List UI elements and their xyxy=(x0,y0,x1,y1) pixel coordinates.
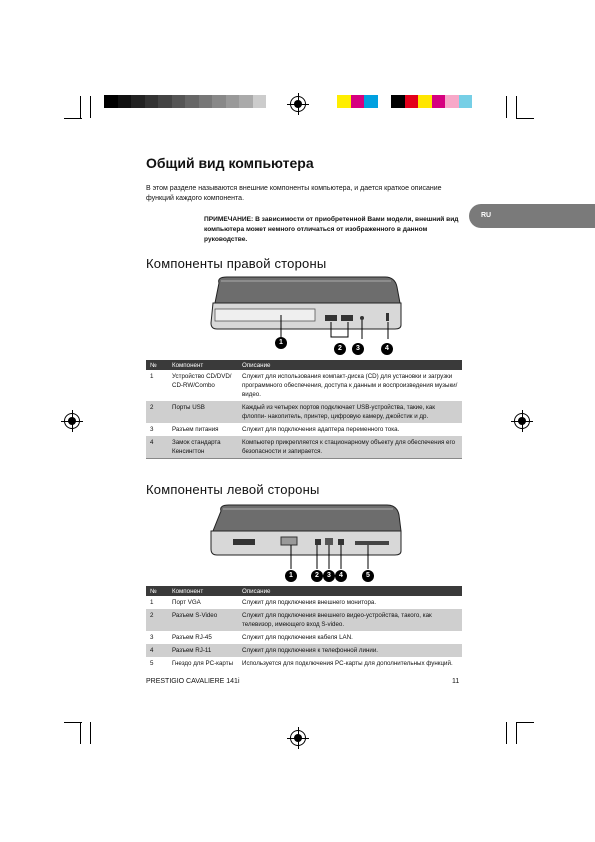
callout-4: 4 xyxy=(381,343,393,355)
right-components-table xyxy=(146,360,462,459)
col-header-description: Описание xyxy=(238,586,462,596)
crop-mark xyxy=(506,722,507,744)
gray-swatch xyxy=(226,95,240,108)
table-row xyxy=(146,436,462,459)
row-component: Замок стандарта Кенсингтон xyxy=(168,436,238,459)
color-swatch xyxy=(445,95,459,108)
crop-mark xyxy=(516,96,517,118)
color-swatch xyxy=(432,95,446,108)
row-description: Служит для использования компакт-диска (CD) для установки и загрузки программного обеспечения, доступа к данным и воспроизведения музыки/видео. xyxy=(242,373,458,398)
gray-swatch xyxy=(185,95,199,108)
gray-swatch xyxy=(266,95,280,108)
row-number: 4 xyxy=(146,644,168,657)
row-component: Разъем RJ-45 xyxy=(172,634,212,641)
registration-mark-icon xyxy=(290,730,306,746)
row-component: Разъем питания xyxy=(172,426,219,433)
registration-mark-icon xyxy=(64,413,80,429)
crop-mark xyxy=(80,722,81,744)
crop-mark xyxy=(506,96,507,118)
row-component: Гнездо для PC-карты xyxy=(172,660,234,667)
crop-mark xyxy=(90,722,91,744)
crop-mark xyxy=(64,118,82,119)
col-header-description: Описание xyxy=(238,360,462,370)
intro-paragraph: В этом разделе называются внешние компоненты компьютера, и дается краткое описание функций каждого компонента. xyxy=(146,185,442,202)
callout-3: 3 xyxy=(323,570,335,582)
row-number: 1 xyxy=(150,373,154,380)
table-row xyxy=(146,370,462,401)
col-header-number: № xyxy=(146,586,168,596)
table-row xyxy=(146,644,462,657)
page-title: Общий вид компьютера xyxy=(146,155,314,171)
table-row xyxy=(146,401,462,423)
crop-mark xyxy=(516,118,534,119)
row-number: 5 xyxy=(150,660,154,667)
gray-swatch xyxy=(104,95,118,108)
callout-3: 3 xyxy=(352,343,364,355)
crop-mark xyxy=(80,96,81,118)
grayscale-calibration-bar xyxy=(104,95,280,108)
col-header-component: Компонент xyxy=(168,586,238,596)
row-description: Служит для подключения внешнего видео-устройства, такого, как телевизор, имеющего вход S-video. xyxy=(238,609,462,631)
note-paragraph: ПРИМЕЧАНИЕ: В зависимости от приобретенной Вами модели, внешний вид компьютера может немного отличаться от изображенного в данном руководстве. xyxy=(204,216,459,243)
color-swatch xyxy=(337,95,351,108)
callout-4: 4 xyxy=(335,570,347,582)
col-header-number: № xyxy=(146,360,168,370)
color-swatch xyxy=(391,95,405,108)
left-side-heading: Компоненты левой стороны xyxy=(146,482,320,497)
laptop-left-side-illustration xyxy=(205,503,405,583)
color-swatch xyxy=(351,95,365,108)
callout-5: 5 xyxy=(362,570,374,582)
row-description: Каждый из четырех портов подключает USB-устройства, такие, как флоппи- накопитель, принтер, цифровую камеру, джойстик и др. xyxy=(238,401,462,423)
row-component: Разъем S-Video xyxy=(168,609,238,631)
gray-swatch xyxy=(172,95,186,108)
callout-2: 2 xyxy=(311,570,323,582)
crop-mark xyxy=(90,96,91,118)
gray-swatch xyxy=(199,95,213,108)
gray-swatch xyxy=(239,95,253,108)
color-calibration-bar xyxy=(337,95,486,108)
col-header-component: Компонент xyxy=(168,360,238,370)
page-number: 11 xyxy=(452,678,460,685)
row-number: 4 xyxy=(146,436,168,459)
gray-swatch xyxy=(131,95,145,108)
callout-1: 1 xyxy=(285,570,297,582)
color-swatch xyxy=(459,95,473,108)
right-side-heading: Компоненты правой стороны xyxy=(146,256,327,271)
gray-swatch xyxy=(158,95,172,108)
color-swatch xyxy=(418,95,432,108)
callout-2: 2 xyxy=(334,343,346,355)
table-header-row xyxy=(146,586,462,596)
row-description: Служит для подключения кабеля LAN. xyxy=(242,634,353,641)
table-row xyxy=(146,609,462,631)
row-description: Служит для подключения к телефонной линии. xyxy=(238,644,462,657)
row-number: 2 xyxy=(146,609,168,631)
gray-swatch xyxy=(212,95,226,108)
row-component: Порт VGA xyxy=(172,599,201,606)
table-row xyxy=(146,657,462,670)
laptop-right-side-illustration xyxy=(205,275,405,359)
row-component: Устройство CD/DVD/ CD-RW/Combo xyxy=(172,373,232,389)
row-number: 3 xyxy=(150,426,154,433)
color-swatch xyxy=(405,95,419,108)
row-description: Компьютер прикрепляется к стационарному объекту для обеспечения его безопасности и запирается. xyxy=(238,436,462,459)
color-swatch xyxy=(472,95,486,108)
gray-swatch xyxy=(253,95,267,108)
table-row xyxy=(146,596,462,609)
table-header-row xyxy=(146,360,462,370)
color-swatch xyxy=(378,95,392,108)
row-component: Разъем RJ-11 xyxy=(168,644,238,657)
gray-swatch xyxy=(145,95,159,108)
left-components-table xyxy=(146,586,462,670)
table-row xyxy=(146,423,462,436)
registration-mark-icon xyxy=(514,413,530,429)
row-number: 3 xyxy=(150,634,154,641)
row-number: 2 xyxy=(146,401,168,423)
gray-swatch xyxy=(118,95,132,108)
crop-mark xyxy=(516,722,517,744)
color-swatch xyxy=(364,95,378,108)
footer-product-name: PRESTIGIO CAVALIERE 141i xyxy=(146,678,240,685)
table-row xyxy=(146,631,462,644)
row-description: Служит для подключения внешнего монитора. xyxy=(242,599,377,606)
row-component: Порты USB xyxy=(168,401,238,423)
language-tab: RU xyxy=(469,204,595,228)
callout-1: 1 xyxy=(275,337,287,349)
row-description: Служит для подключения адаптера переменного тока. xyxy=(242,426,400,433)
crop-mark xyxy=(516,722,534,723)
registration-mark-icon xyxy=(290,96,306,112)
row-number: 1 xyxy=(150,599,154,606)
crop-mark xyxy=(64,722,82,723)
row-description: Используется для подключения PC-карты для дополнительных функций. xyxy=(242,660,453,667)
